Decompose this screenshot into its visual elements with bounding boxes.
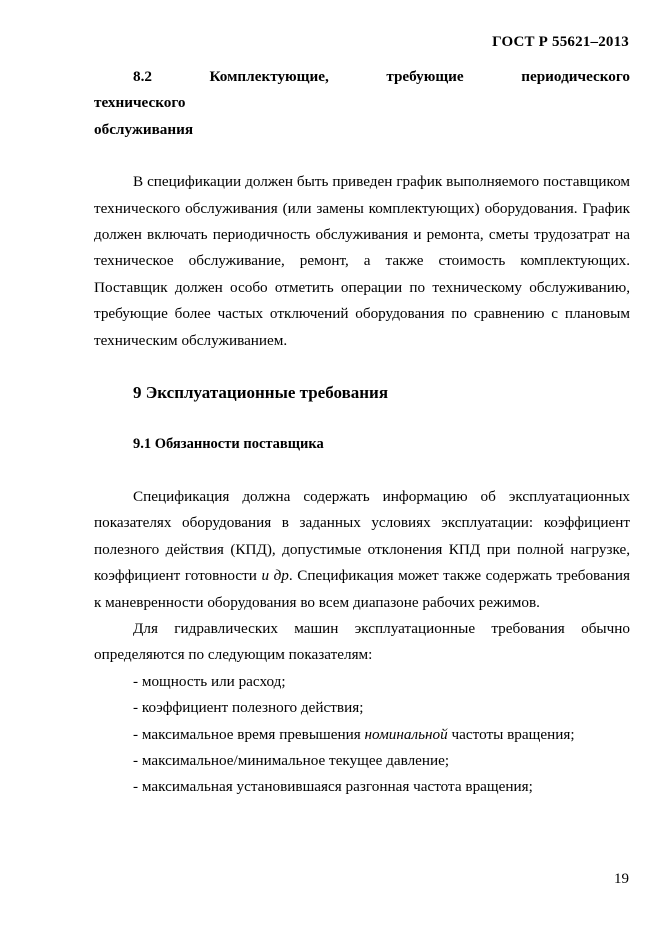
page-number: 19	[614, 871, 629, 887]
paragraph-italic-text: и др	[261, 567, 289, 585]
section-9-1-heading: 9.1 Обязанности поставщика	[133, 436, 324, 453]
section-9-1-paragraph-2: Для гидравлических машин эксплуатационные требования обычно определяются по следующим показателям:	[94, 619, 630, 664]
section-8-2-heading	[94, 64, 630, 143]
list-item-text: - максимальное время превышения	[133, 725, 365, 743]
standard-code: ГОСТ Р 55621–2013	[492, 34, 629, 50]
document-body	[94, 64, 630, 801]
list-item: - мощность или расход;	[133, 672, 286, 690]
section-8-2-heading-line1: 8.2 Комплектующие, требующие периодического технического	[94, 68, 630, 112]
list-item	[94, 722, 630, 748]
section-8-2-paragraph: В спецификации должен быть приведен график выполняемого поставщиком технического обслуживания (или замены комплектующих) оборудования. График должен включать периодичность обслуживания и ремонта, сметы трудозатрат на техническое обслуживание, ремонт, а также стоимость комплектующих. Поставщик должен особо отметить операции по техническому обслуживанию, требующие более частых отключений оборудования по сравнению с плановым техническим обслуживанием.	[94, 173, 630, 349]
section-8-2-heading-line2: обслуживания	[94, 120, 194, 138]
list-item-text: частоты вращения;	[447, 725, 575, 743]
list-item: - максимальное/минимальное текущее давление;	[133, 751, 450, 769]
list-item-italic-text: номинальной	[364, 725, 448, 743]
paragraph-text: Спецификация должна содержать информацию об эксплуатационных показателях оборудования в заданных условиях эксплуатации: коэффициент полезного действия (КПД), допустимые отклонения КПД при полной нагрузке, коэффициент готовности	[94, 487, 630, 585]
section-9-1-paragraph-1	[94, 484, 630, 616]
section-9-heading: 9 Эксплуатационные требования	[133, 383, 389, 403]
paragraph-text: . Спецификация может также содержать требования к маневренности оборудования во всем диапазоне рабочих режимов.	[94, 567, 630, 611]
list-item: - коэффициент полезного действия;	[133, 699, 364, 717]
list-item: - максимальная установившаяся разгонная частота вращения;	[133, 778, 533, 796]
